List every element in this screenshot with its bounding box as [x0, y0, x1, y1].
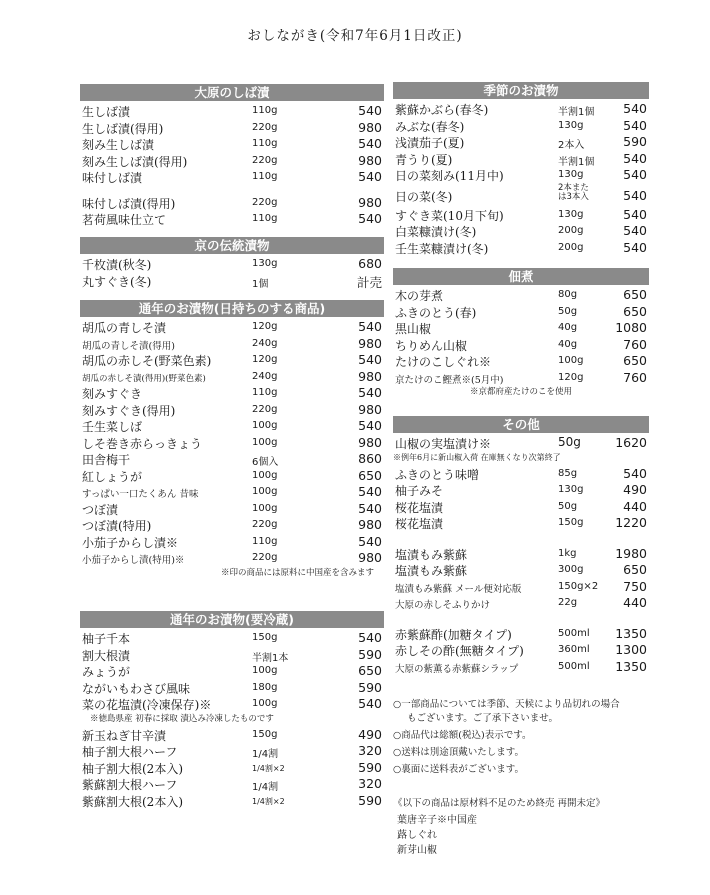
section-sonota: [393, 416, 649, 674]
item-unit: 22g: [558, 597, 578, 608]
item-name: みぶな(春冬): [395, 119, 465, 134]
notice-text: ○一部商品については季節、天候により品切れの場合: [393, 699, 620, 710]
item-name: 浅漬茄子(夏): [395, 136, 465, 150]
item-unit: 50g: [558, 435, 581, 449]
item-price: 650: [358, 467, 382, 483]
item-price: 1080: [615, 320, 647, 335]
section-note: ※印の商品には原料に中国産を含みます: [220, 567, 374, 578]
discontinued-list: [393, 795, 679, 858]
item-unit: 半割1本: [252, 652, 289, 664]
section-ohara-shiba: [80, 84, 384, 227]
menu-item: [80, 434, 384, 451]
item-unit: 120g: [252, 321, 278, 332]
item-name: 菜の花塩漬(冷凍保存)※: [82, 698, 212, 712]
item-price: 590: [358, 679, 382, 695]
item-name: 生しば漬: [82, 105, 131, 119]
item-price: 540: [623, 206, 647, 222]
item-name: ちりめん山椒: [395, 338, 468, 353]
section-tsukudani: [393, 268, 649, 399]
item-unit: 110g: [252, 138, 278, 149]
notice-text: もございます。ご了承下さいませ。: [407, 713, 558, 724]
item-name: 桜花塩漬: [395, 517, 444, 531]
item-name: 味付しば漬: [82, 171, 143, 185]
menu-item: [393, 578, 649, 595]
menu-item: [80, 368, 384, 385]
item-unit-line: 2本また: [558, 182, 589, 193]
section-header: 京の伝統漬物: [80, 237, 384, 254]
item-price: 計売: [356, 274, 382, 290]
discontinued-item: 新芽山椒: [397, 845, 437, 856]
item-name: 小茄子からし漬(特用)※: [82, 555, 185, 566]
item-unit: 130g: [558, 169, 584, 180]
item-name: たけのこしぐれ※: [395, 355, 492, 369]
item-name: 刻み生しば漬(得用): [82, 154, 188, 169]
item-price: 1350: [615, 625, 647, 641]
item-name: 胡瓜の赤しそ(野菜色素): [82, 354, 212, 368]
item-unit: 2本入: [558, 140, 585, 151]
item-price: 980: [358, 368, 382, 384]
item-name: 青うり(夏): [395, 152, 453, 167]
item-price: 540: [623, 150, 647, 166]
menu-item: [80, 549, 384, 566]
menu-item: [393, 336, 649, 353]
item-name: 刻みすぐき(得用): [82, 403, 176, 418]
item-name: しそ巻き赤らっきょう: [82, 436, 203, 451]
item-price: 540: [358, 696, 382, 711]
menu-item: [80, 679, 384, 696]
item-unit: 220g: [252, 519, 278, 530]
menu-item: [393, 561, 649, 578]
menu-item: [80, 119, 384, 136]
item-price: 540: [623, 465, 647, 481]
menu-item: [393, 133, 649, 150]
menu-item: [393, 166, 649, 183]
item-name: 桜花塩漬: [395, 500, 444, 515]
item-price: 540: [623, 101, 647, 116]
item-name: 壬生菜しば: [82, 420, 143, 434]
menu-item: [393, 625, 649, 642]
item-unit: 300g: [558, 564, 584, 575]
item-name: 柚子割大根ハーフ: [82, 745, 178, 759]
item-price: 980: [358, 517, 382, 532]
section-header: 大原のしば漬: [80, 84, 384, 101]
menu-item: [393, 239, 649, 256]
item-name: 柚子みそ: [395, 484, 444, 498]
item-price: 490: [358, 726, 382, 742]
item-name: 丸すぐき(冬): [82, 274, 152, 289]
item-price: 540: [358, 630, 382, 645]
section-kyo-dento: [80, 237, 384, 288]
item-unit: 50g: [558, 305, 578, 317]
item-price: 440: [623, 498, 647, 514]
item-price: 490: [623, 482, 647, 497]
menu-item: [80, 775, 384, 792]
menu-item: [80, 318, 384, 335]
item-price: 590: [623, 134, 647, 149]
notice-item: [393, 698, 669, 726]
menu-item: [393, 100, 649, 117]
item-unit: 110g: [252, 387, 278, 398]
item-price: 590: [358, 646, 382, 662]
item-unit: 150g: [252, 632, 278, 643]
item-unit: 100g: [252, 469, 278, 481]
item-name: 刻み生しば漬: [82, 138, 155, 152]
item-name: つぼ漬: [82, 502, 119, 517]
item-price: 1980: [615, 545, 647, 561]
discontinued-title: 《以下の商品は原材料不足のため終売 再開未定》: [393, 798, 606, 809]
item-unit: 120g: [558, 371, 584, 383]
item-price: 980: [358, 335, 382, 351]
item-price: 540: [623, 167, 647, 182]
item-price: 650: [623, 353, 647, 368]
item-name: つぼ漬(特用): [82, 519, 152, 533]
item-unit: 130g: [558, 208, 584, 220]
item-unit: 100g: [558, 355, 584, 366]
menu-item: [393, 150, 649, 167]
item-unit: 1/4割: [252, 749, 279, 760]
item-name: ふきのとう(春): [395, 305, 477, 320]
menu-item: [393, 286, 649, 303]
item-name: みょうが: [82, 665, 131, 679]
item-price: 540: [623, 117, 647, 133]
section-note: ※京都府産たけのこを使用: [469, 387, 572, 397]
item-unit: 80g: [558, 289, 578, 300]
item-price: 980: [358, 550, 382, 565]
menu-item: [393, 183, 649, 206]
item-price: 540: [358, 319, 382, 334]
item-unit: 220g: [252, 121, 278, 133]
item-price: 750: [623, 578, 647, 594]
item-name: 日の菜(冬): [395, 189, 453, 204]
notice-item: [393, 729, 669, 743]
item-name: 胡瓜の青しそ漬(得用): [82, 340, 175, 352]
menu-item: [80, 742, 384, 759]
item-name: 日の菜刻み(11月中): [395, 169, 504, 183]
item-name: 刻みすぐき: [82, 387, 143, 401]
notice-text: ○送料は別途頂戴いたします。: [393, 747, 525, 758]
item-unit: 110g: [252, 535, 278, 547]
item-name: 柚子割大根(2本入): [82, 761, 183, 776]
item-name: 塩漬もみ紫蘇 メール便対応版: [395, 583, 522, 595]
item-price: 320: [358, 776, 382, 791]
item-unit: 500ml: [558, 627, 590, 639]
item-price: 320: [358, 743, 382, 758]
menu-item: [393, 206, 649, 223]
menu-item: [80, 152, 384, 169]
menu-item: [80, 646, 384, 663]
menu-item: [80, 255, 384, 272]
item-unit: 40g: [558, 322, 578, 333]
item-unit: 40g: [558, 338, 578, 350]
item-name: 味付しば漬(得用): [82, 196, 176, 211]
item-unit: 150g: [252, 728, 278, 740]
item-unit: 100g: [252, 420, 278, 431]
item-unit: 110g: [252, 105, 278, 116]
menu-item: [393, 434, 649, 451]
item-price: 540: [623, 223, 647, 238]
menu-item: [393, 303, 649, 320]
menu-item: [393, 594, 649, 611]
section-header: 通年のお漬物(要冷蔵): [80, 611, 384, 628]
item-name: 茗荷風味仕立て: [82, 213, 167, 227]
item-price: 540: [358, 418, 382, 433]
menu-item: [80, 483, 384, 500]
item-price: 650: [623, 303, 647, 319]
item-price: 590: [358, 759, 382, 775]
item-price: 980: [358, 434, 382, 450]
item-unit: 360ml: [558, 644, 590, 655]
item-name: 小茄子からし漬※: [82, 535, 179, 550]
item-unit: 100g: [252, 698, 278, 709]
item-name: すぐき菜(10月下旬): [395, 208, 504, 223]
menu-item: [80, 662, 384, 679]
item-name: 大原の紫薫る赤紫蘇シラップ: [395, 663, 519, 675]
item-name: すっぱい一口たくあん 昔味: [82, 489, 199, 500]
item-price: 540: [358, 385, 382, 400]
menu-item: [80, 726, 384, 743]
section-tsunen: [80, 300, 384, 580]
item-unit: 200g: [558, 241, 584, 253]
menu-item: [393, 481, 649, 498]
item-unit: 130g: [558, 484, 584, 495]
menu-item: [393, 641, 649, 658]
item-name: 胡瓜の赤しそ漬(得用)(野菜色素): [82, 373, 206, 384]
item-price: 540: [358, 500, 382, 516]
menu-item: [393, 352, 649, 369]
notice-text: ○商品代は総額(税込)表示です。: [393, 730, 532, 741]
item-price: 760: [623, 369, 647, 385]
menu-item: [80, 335, 384, 352]
item-price: 980: [358, 152, 382, 168]
item-price: 860: [358, 451, 382, 466]
item-price: 540: [358, 103, 382, 118]
item-unit: 100g: [252, 436, 278, 448]
notice-item: [393, 746, 669, 760]
item-price: 590: [358, 792, 382, 808]
menu-item: [393, 369, 649, 386]
item-name: 京たけのこ鰹煮※(5月中): [395, 374, 504, 386]
menu-item: [80, 272, 384, 289]
item-name: 白菜糠漬け(冬): [395, 225, 477, 239]
menu-item: [393, 319, 649, 336]
item-unit: 6個入: [252, 457, 279, 468]
item-price: 540: [358, 169, 382, 184]
item-unit: 220g: [252, 196, 278, 208]
item-price: 760: [623, 336, 647, 352]
item-unit: 1kg: [558, 547, 577, 559]
item-name: 割大根漬: [82, 648, 131, 663]
menu-item: [80, 194, 384, 211]
section-header: 季節のお漬物: [393, 82, 649, 99]
item-unit: 110g: [252, 213, 278, 224]
item-name: 紫蘇割大根(2本入): [82, 794, 183, 809]
item-unit: 半割1個: [558, 156, 595, 168]
item-name: ふきのとう味噌: [395, 467, 480, 482]
notice-text: ○裏面に送料表がございます。: [393, 764, 525, 775]
item-price: 1220: [615, 515, 647, 530]
menu-item: [80, 450, 384, 467]
item-unit: 100g: [252, 665, 278, 676]
item-price: 1620: [615, 435, 647, 450]
item-unit: 240g: [252, 370, 278, 382]
item-price: 680: [358, 256, 382, 271]
item-unit-line: は3本入: [558, 191, 589, 202]
item-unit: 220g: [252, 403, 278, 415]
section-header: 通年のお漬物(日持ちのする商品): [80, 300, 384, 317]
item-unit: 120g: [252, 354, 278, 365]
item-price: 980: [358, 401, 382, 417]
item-unit: 100g: [252, 502, 278, 514]
menu-item: [80, 351, 384, 368]
menu-item: [393, 498, 649, 515]
menu-item: [393, 222, 649, 239]
item-unit: 240g: [252, 337, 278, 349]
item-price: 440: [623, 595, 647, 610]
item-price: 650: [623, 562, 647, 577]
section-kisetsu: [393, 82, 649, 255]
item-price: 540: [358, 136, 382, 151]
item-unit: 500ml: [558, 660, 590, 672]
item-unit: 130g: [558, 119, 584, 131]
item-name: 黒山椒: [395, 322, 432, 336]
notices: [393, 698, 669, 780]
item-price: 540: [358, 533, 382, 549]
item-name: 生しば漬(得用): [82, 121, 164, 136]
item-price: 980: [358, 194, 382, 210]
menu-item: [393, 545, 649, 562]
item-price: 650: [623, 287, 647, 302]
menu-item: [80, 759, 384, 776]
menu-item: [80, 695, 384, 712]
section-note: ※例年6月に新山椒入荷 在庫無くなり次第終了: [393, 452, 561, 462]
item-name: 塩漬もみ紫蘇: [395, 564, 468, 578]
menu-item: [80, 401, 384, 418]
item-name: 新玉ねぎ甘辛漬: [82, 728, 167, 743]
notice-item: [393, 763, 669, 777]
item-name: 赤しその酢(無糖タイプ): [395, 644, 524, 658]
item-unit: 1個: [252, 278, 269, 290]
item-unit: 180g: [252, 681, 278, 693]
item-unit: 220g: [252, 552, 278, 563]
menu-item: [80, 168, 384, 185]
item-name: 山椒の実塩漬け※: [395, 437, 492, 451]
menu-item: [393, 514, 649, 531]
discontinued-item: 蕗しぐれ: [397, 830, 437, 841]
item-price: 980: [358, 119, 382, 135]
section-reizou: [80, 611, 384, 808]
item-price: 1300: [615, 642, 647, 657]
item-unit: 半割1個: [558, 107, 595, 118]
item-name: 紅しょうが: [82, 469, 143, 484]
item-price: 540: [623, 187, 647, 203]
menu-item: [80, 500, 384, 517]
item-unit: 150g×2: [558, 580, 599, 592]
item-name: 千枚漬(秋冬): [82, 258, 152, 272]
item-unit: 130g: [252, 258, 278, 269]
menu-item: [80, 533, 384, 550]
item-name: 塩漬もみ紫蘇: [395, 547, 468, 562]
item-unit: 1/4割×2: [252, 796, 285, 806]
item-price: 540: [358, 484, 382, 499]
item-unit: 50g: [558, 500, 578, 512]
section-note: ※徳島県産 初春に採取 漬込み冷凍したものです: [90, 713, 274, 724]
item-unit: 100g: [252, 486, 278, 497]
menu-item: [393, 117, 649, 134]
menu-item: [80, 629, 384, 646]
item-name: 大原の赤しそふりかけ: [395, 600, 491, 611]
menu-item: [80, 467, 384, 484]
item-unit: 1/4割: [252, 782, 279, 793]
item-name: ながいもわさび風味: [82, 681, 191, 696]
item-price: 540: [358, 352, 382, 367]
menu-item: [80, 102, 384, 119]
item-unit: 110g: [252, 171, 278, 182]
item-name: 田舎梅干: [82, 453, 131, 467]
item-unit: 220g: [252, 154, 278, 166]
menu-item: [80, 135, 384, 152]
menu-item: [80, 210, 384, 227]
page-title: おしながき(令和7年6月1日改正): [247, 28, 463, 44]
menu-item: [393, 658, 649, 675]
section-header: その他: [393, 416, 649, 433]
menu-item: [80, 516, 384, 533]
menu-item: [80, 384, 384, 401]
item-name: 紫蘇かぶら(春冬): [395, 103, 489, 117]
menu-item: [80, 417, 384, 434]
item-name: 壬生菜糠漬け(冬): [395, 241, 489, 256]
item-unit: 200g: [558, 225, 584, 236]
item-unit: 1/4割×2: [252, 763, 285, 773]
item-name: 柚子千本: [82, 632, 131, 646]
item-price: 540: [623, 239, 647, 255]
item-unit: [558, 184, 589, 202]
item-name: 紫蘇割大根ハーフ: [82, 778, 178, 792]
item-price: 1350: [615, 658, 647, 674]
item-name: 赤紫蘇酢(加糖タイプ): [395, 627, 512, 642]
discontinued-item: 葉唐辛子※中国産: [397, 815, 477, 826]
menu-item: [80, 792, 384, 809]
menu-item: [393, 465, 649, 482]
section-header: 佃煮: [393, 268, 649, 285]
item-unit: 150g: [558, 517, 584, 528]
item-name: 胡瓜の青しそ漬: [82, 321, 167, 335]
item-price: 650: [358, 663, 382, 678]
item-unit: 85g: [558, 467, 578, 479]
item-price: 540: [358, 211, 382, 226]
item-name: 木の芽煮: [395, 289, 444, 303]
